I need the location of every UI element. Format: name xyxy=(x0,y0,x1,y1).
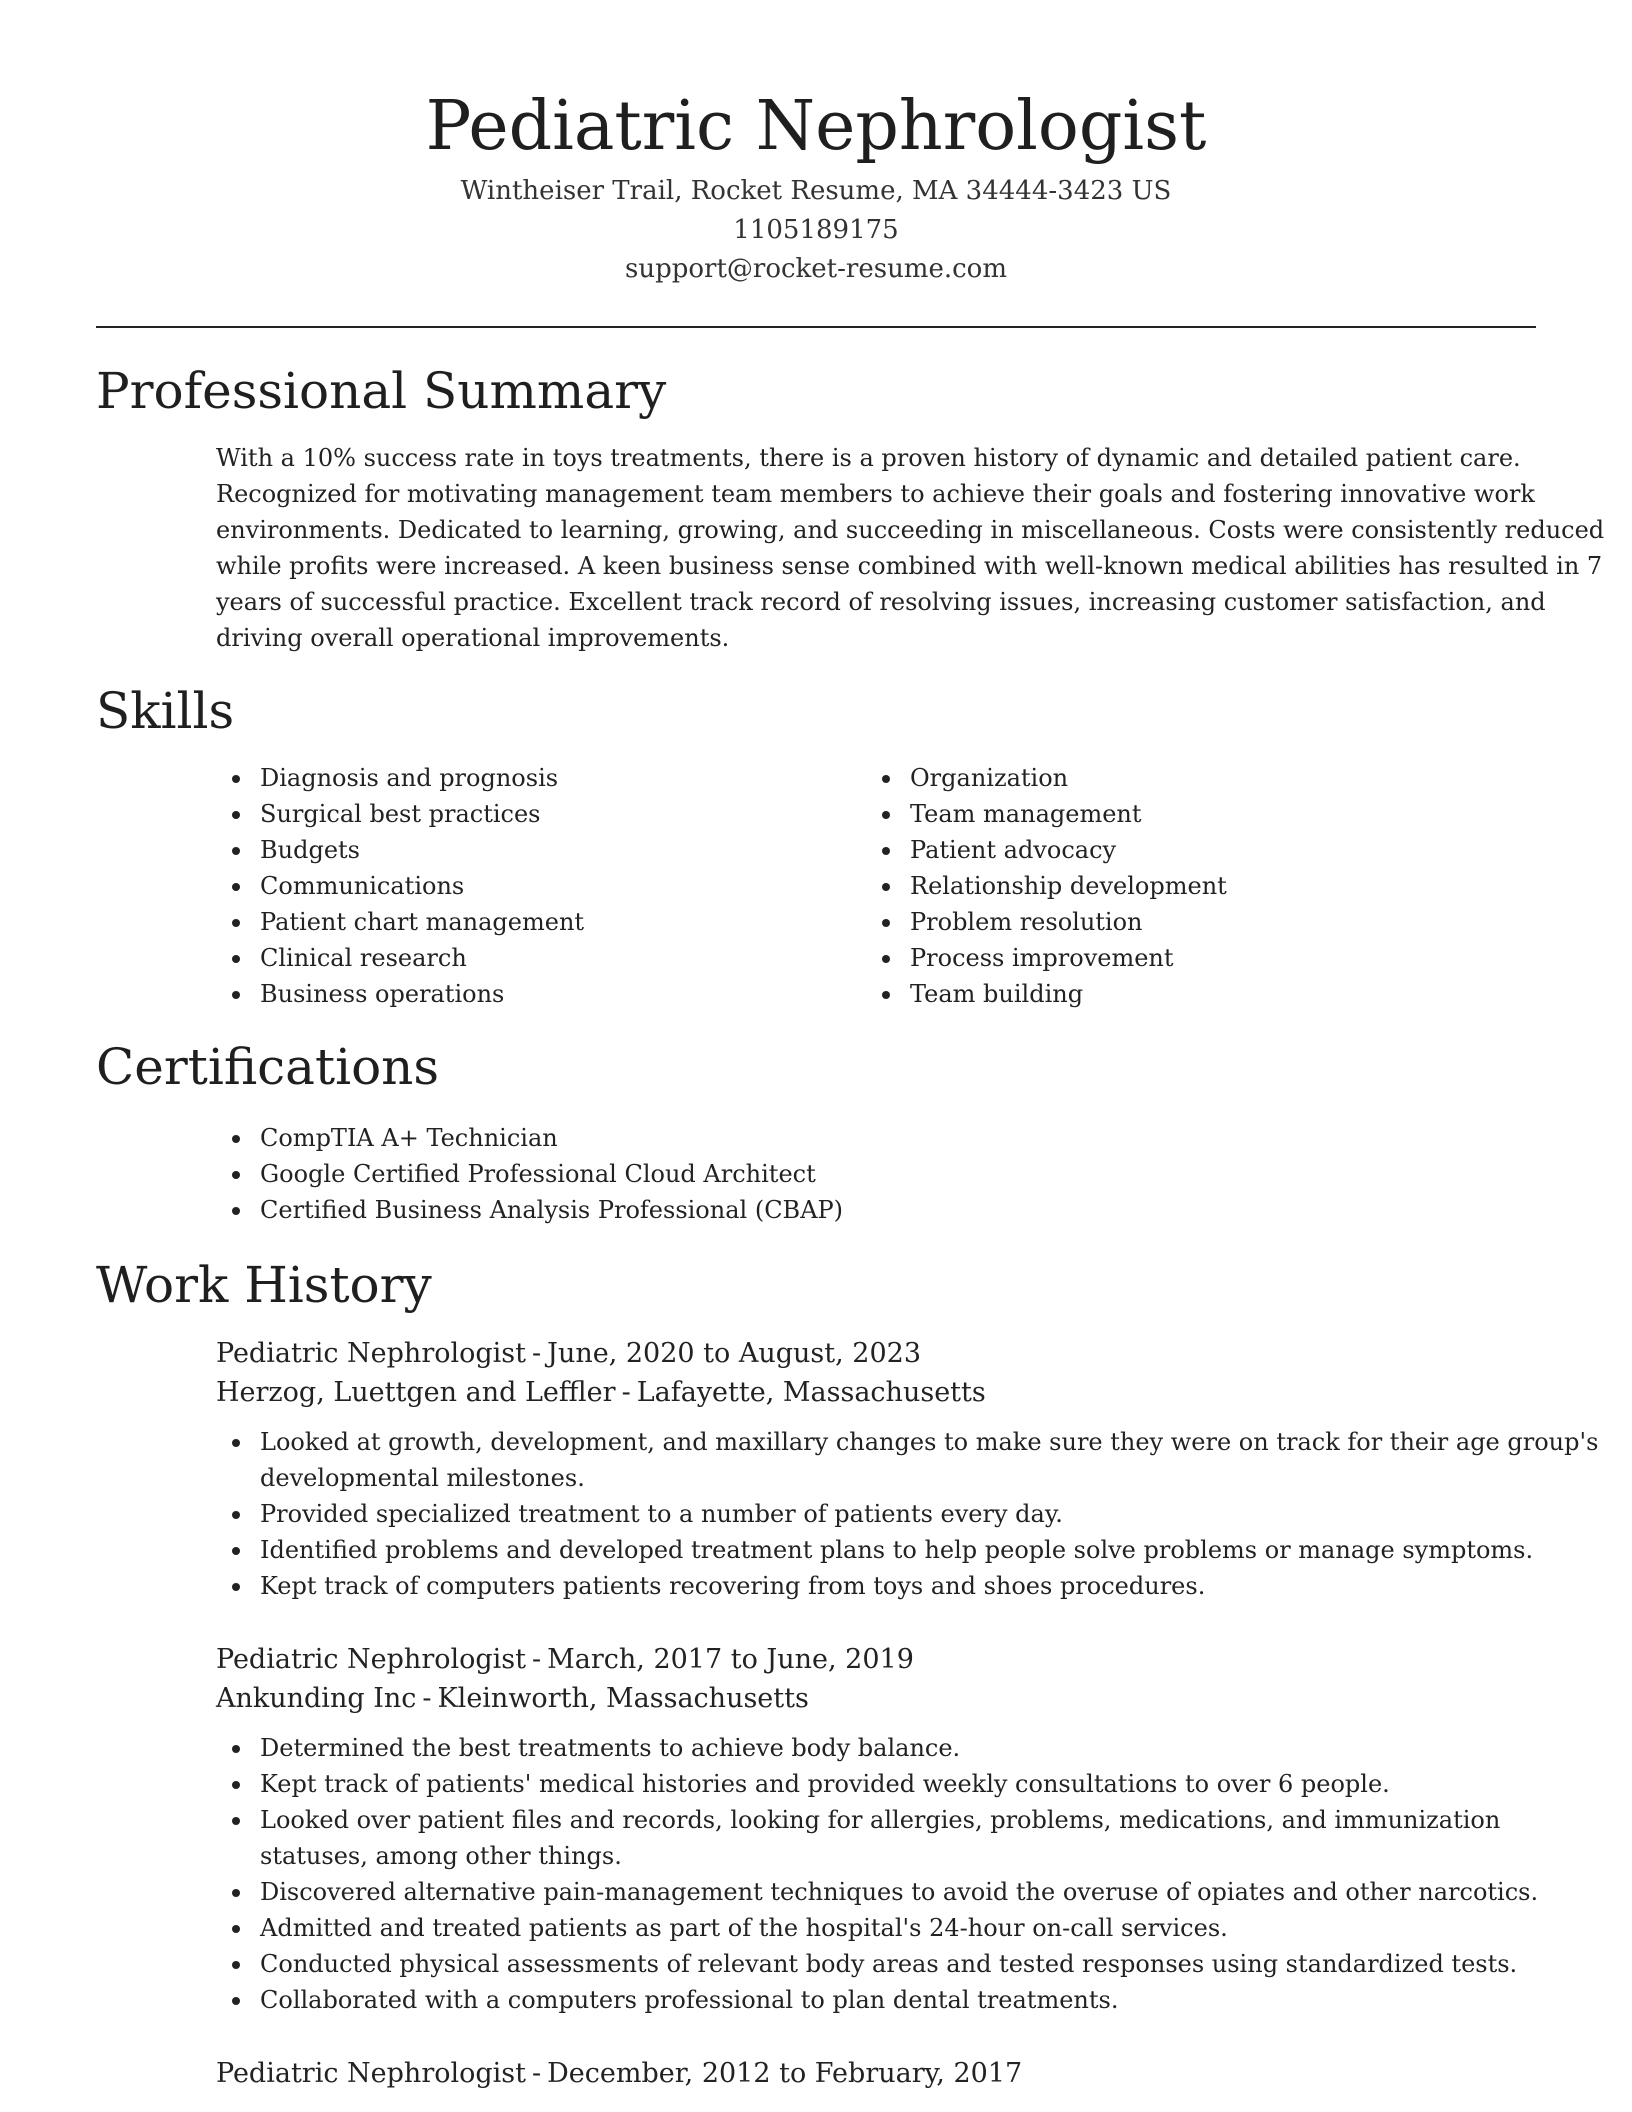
job-duty: Kept track of patients' medical histories and provided weekly consultations to over 6 people. xyxy=(96,1766,1600,1802)
job-duty: Kept track of computers patients recovering from toys and shoes procedures. xyxy=(96,1568,1600,1604)
job-dates: March, 2017 to June, 2019 xyxy=(547,1644,914,1675)
separator: - xyxy=(422,1683,432,1714)
certifications-heading: Certifications xyxy=(96,1038,440,1096)
job-title: Pediatric Nephrologist xyxy=(216,1338,526,1369)
resume-page xyxy=(96,0,1605,2093)
skill-item: Surgical best practices xyxy=(96,796,746,832)
job-title-line xyxy=(216,2054,1536,2093)
skill-item: Communications xyxy=(96,868,746,904)
separator: - xyxy=(532,1644,542,1675)
job-dates: December, 2012 to February, 2017 xyxy=(547,2058,1023,2089)
skills-column-right xyxy=(746,760,1396,1012)
job-title-line xyxy=(216,1334,1536,1373)
job-title-line xyxy=(216,1640,1536,1679)
job-dates: June, 2020 to August, 2023 xyxy=(547,1338,921,1369)
certification-item: Google Certified Professional Cloud Architect xyxy=(96,1156,1536,1192)
job-company-line xyxy=(216,1679,1536,1718)
job-title: Pediatric Nephrologist xyxy=(216,1644,526,1675)
skill-item: Team building xyxy=(746,976,1396,1012)
skill-item: Team management xyxy=(746,796,1396,832)
job-entry xyxy=(96,1334,1599,1604)
job-entry xyxy=(96,2054,1536,2093)
summary-heading: Professional Summary xyxy=(96,362,667,420)
resume-header xyxy=(96,0,1536,289)
candidate-name: Pediatric Nephrologist xyxy=(425,87,1207,166)
separator: - xyxy=(532,2058,542,2089)
job-location: Kleinworth, Massachusetts xyxy=(437,1683,809,1714)
skill-item: Diagnosis and prognosis xyxy=(96,760,746,796)
job-duty: Admitted and treated patients as part of the hospital's 24-hour on-call services. xyxy=(96,1910,1600,1946)
skill-item: Process improvement xyxy=(746,940,1396,976)
job-duties xyxy=(96,1730,1539,2018)
email: support@rocket-resume.com xyxy=(624,254,1007,284)
summary-text: With a 10% success rate in toys treatments, there is a proven history of dynamic and detailed patient care. Recognized for motivating management team members to achieve their goals and fostering innovative work environments. Dedicated to learning, growing, and succeeding in miscellaneous. Costs were consistently reduced while profits were increased. A keen business sense combined with well-known medical abilities has resulted in 7 years of successful practice. Excellent track record of resolving issues, increasing customer satisfaction, and driving overall operational improvements. xyxy=(216,444,1605,652)
job-location: Lafayette, Massachusetts xyxy=(636,1377,986,1408)
address: Wintheiser Trail, Rocket Resume, MA 34444-3423 US xyxy=(460,176,1172,206)
skill-item: Clinical research xyxy=(96,940,746,976)
job-duty: Discovered alternative pain-management techniques to avoid the overuse of opiates and other narcotics. xyxy=(96,1874,1600,1910)
skill-item: Patient chart management xyxy=(96,904,746,940)
job-company-line xyxy=(216,1373,1536,1412)
job-duty: Looked at growth, development, and maxillary changes to make sure they were on track for their age group's developmental milestones. xyxy=(96,1424,1600,1496)
job-entry xyxy=(96,1640,1539,2018)
job-duty: Looked over patient files and records, looking for allergies, problems, medications, and immunization statuses, among other things. xyxy=(96,1802,1600,1874)
job-duty: Collaborated with a computers professional to plan dental treatments. xyxy=(96,1982,1600,2018)
skills-column-left xyxy=(96,760,746,1012)
certification-item: CompTIA A+ Technician xyxy=(96,1120,1536,1156)
certifications-list xyxy=(96,1120,1536,1228)
job-duty: Determined the best treatments to achieve body balance. xyxy=(96,1730,1600,1766)
job-company: Ankunding Inc xyxy=(216,1683,417,1714)
job-company: Herzog, Luettgen and Leffler xyxy=(216,1377,616,1408)
separator: - xyxy=(532,1338,542,1369)
header-divider xyxy=(96,326,1536,328)
skill-item: Budgets xyxy=(96,832,746,868)
job-duty: Conducted physical assessments of relevant body areas and tested responses using standardized tests. xyxy=(96,1946,1600,1982)
job-duty: Identified problems and developed treatment plans to help people solve problems or manage symptoms. xyxy=(96,1532,1600,1568)
job-title: Pediatric Nephrologist xyxy=(216,2058,526,2089)
skill-item: Business operations xyxy=(96,976,746,1012)
separator: - xyxy=(621,1377,631,1408)
skills-list xyxy=(96,760,1536,1012)
certification-item: Certified Business Analysis Professional (CBAP) xyxy=(96,1192,1536,1228)
skills-heading: Skills xyxy=(96,682,235,740)
work-history-heading: Work History xyxy=(96,1256,432,1314)
skill-item: Problem resolution xyxy=(746,904,1396,940)
job-duties xyxy=(96,1424,1599,1604)
skill-item: Organization xyxy=(746,760,1396,796)
skill-item: Patient advocacy xyxy=(746,832,1396,868)
skill-item: Relationship development xyxy=(746,868,1396,904)
job-duty: Provided specialized treatment to a number of patients every day. xyxy=(96,1496,1600,1532)
phone: 1105189175 xyxy=(733,215,899,245)
